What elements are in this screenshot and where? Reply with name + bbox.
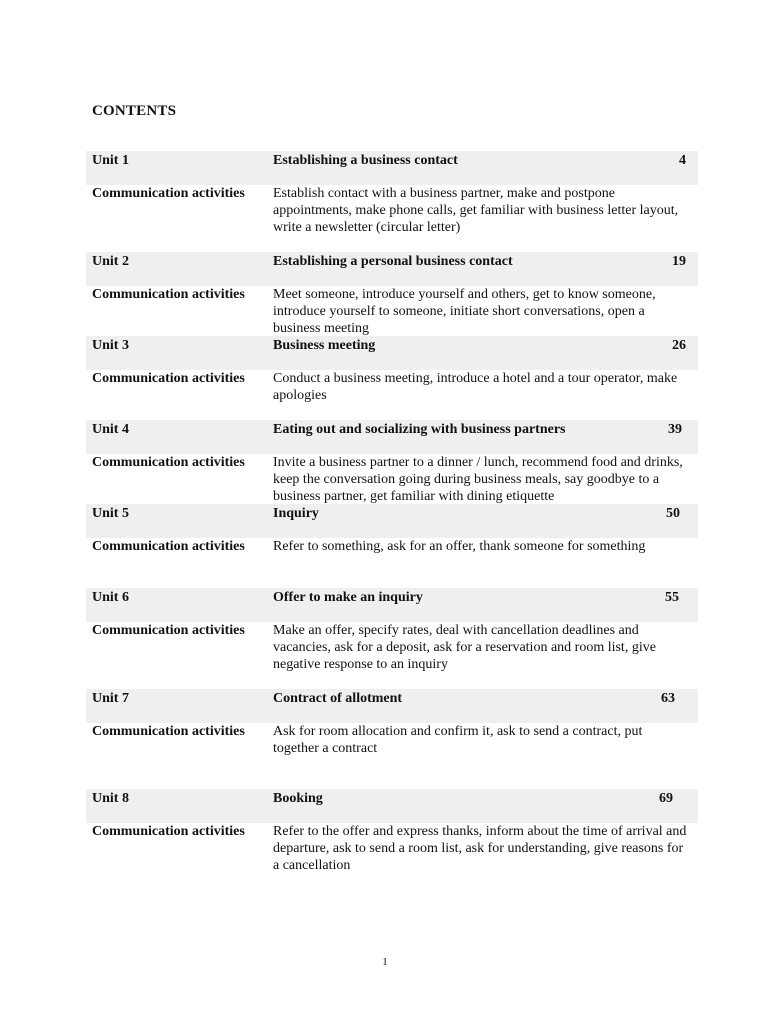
unit-label: Unit 4: [92, 422, 129, 437]
communication-label: Communication activities: [92, 371, 245, 386]
unit-title: Establishing a business contact: [273, 153, 458, 168]
unit-page: 50: [666, 506, 680, 521]
communication-label: Communication activities: [92, 287, 245, 302]
page-number: 1: [382, 956, 388, 968]
communication-label: Communication activities: [92, 539, 245, 554]
communication-description: Invite a business partner to a dinner / lunch, recommend food and drinks, keep the conversation going during business meals, say goodbye to a business partner, get familiar with dining etiquette: [273, 455, 683, 504]
communication-description: Conduct a business meeting, introduce a hotel and a tour operator, make apologies: [273, 371, 678, 403]
unit-title: Business meeting: [273, 338, 376, 353]
unit-label: Unit 6: [92, 590, 129, 605]
unit-title: Eating out and socializing with business partners: [273, 422, 566, 437]
page-heading: CONTENTS: [92, 103, 177, 119]
communication-description: Refer to something, ask for an offer, thank someone for something: [273, 539, 646, 554]
unit-page: 19: [672, 254, 686, 269]
communication-label: Communication activities: [92, 724, 245, 739]
communication-label: Communication activities: [92, 455, 245, 470]
unit-band: [86, 336, 698, 370]
communication-label: Communication activities: [92, 623, 245, 638]
unit-page: 55: [665, 590, 679, 605]
communication-description: Ask for room allocation and confirm it, ask to send a contract, put together a contract: [273, 724, 643, 756]
unit-page: 69: [659, 791, 673, 806]
unit-band: [86, 504, 698, 538]
unit-title: Offer to make an inquiry: [273, 590, 423, 605]
unit-title: Contract of allotment: [273, 691, 403, 706]
communication-description: Meet someone, introduce yourself and others, get to know someone, introduce yourself to someone, initiate short conversations, open a business meeting: [273, 287, 656, 336]
communication-description: Make an offer, specify rates, deal with cancellation deadlines and vacancies, ask for a deposit, ask for a reservation and room list, give negative response to an inquiry: [273, 623, 656, 672]
unit-page: 4: [679, 153, 686, 168]
communication-description: Establish contact with a business partner, make and postpone appointments, make phone calls, get familiar with business letter layout, write a newsletter (circular letter): [273, 186, 679, 235]
unit-title: Establishing a personal business contact: [273, 254, 513, 269]
unit-label: Unit 8: [92, 791, 129, 806]
communication-label: Communication activities: [92, 186, 245, 201]
communication-label: Communication activities: [92, 824, 245, 839]
unit-label: Unit 7: [92, 691, 129, 706]
unit-title: Inquiry: [273, 506, 319, 521]
communication-description: Refer to the offer and express thanks, inform about the time of arrival and departure, ask to send a room list, ask for understanding, give reasons for a cancellation: [273, 824, 687, 873]
unit-page: 63: [661, 691, 675, 706]
unit-label: Unit 1: [92, 153, 129, 168]
unit-title: Booking: [273, 791, 323, 806]
unit-page: 26: [672, 338, 686, 353]
unit-band: [86, 789, 698, 823]
unit-page: 39: [668, 422, 682, 437]
unit-label: Unit 3: [92, 338, 129, 353]
unit-label: Unit 2: [92, 254, 129, 269]
unit-label: Unit 5: [92, 506, 129, 521]
